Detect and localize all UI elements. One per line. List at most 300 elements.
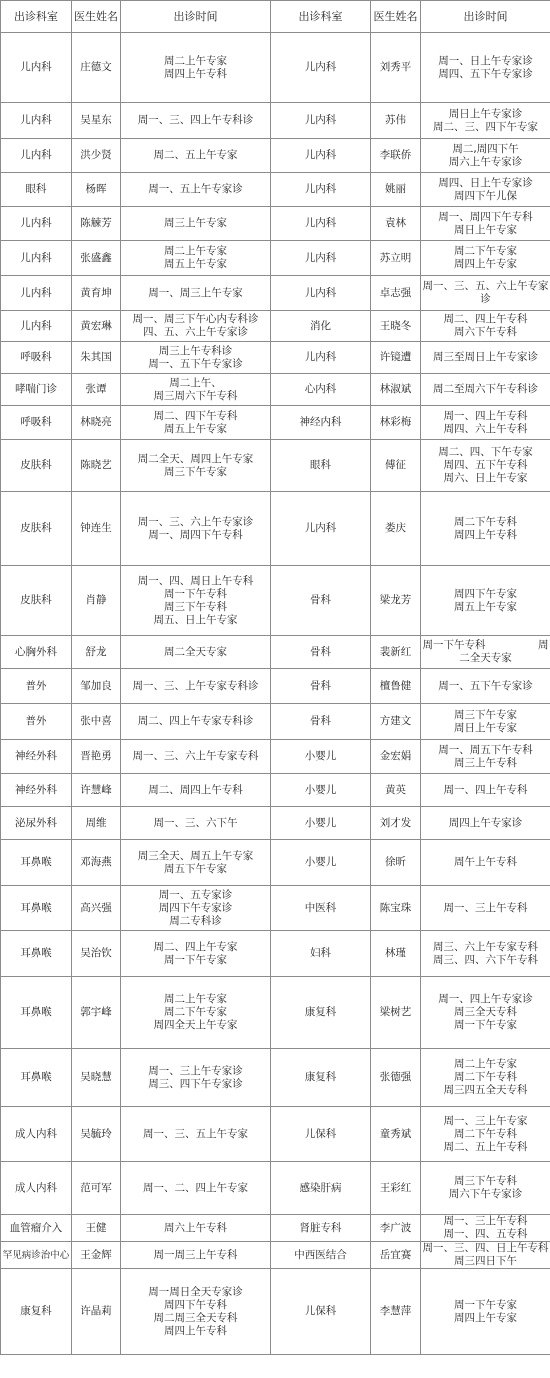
schedule-cell xyxy=(421,931,550,977)
doctor-name-cell: 张德强 xyxy=(371,1049,421,1107)
doctor-name-cell: 黄育坤 xyxy=(72,276,121,311)
schedule-cell xyxy=(121,886,271,931)
doctor-name-cell: 李联侨 xyxy=(371,139,421,173)
doctor-name-cell: 庄德文 xyxy=(72,33,121,103)
schedule-line: 周一、三、六下午 xyxy=(153,816,238,829)
schedule-line: 周一下午专家 xyxy=(454,1298,517,1311)
doctor-name-cell: 邹加良 xyxy=(72,669,121,704)
schedule-cell xyxy=(421,1215,550,1242)
schedule-line: 周六上午专家诊 xyxy=(448,155,523,168)
dept-cell: 中医科 xyxy=(271,886,371,931)
schedule-line: 周三、六上午专家专科 xyxy=(433,940,538,953)
schedule-line: 周一、四上午专科 xyxy=(443,409,528,422)
column-header: 医生姓名 xyxy=(72,1,121,33)
column-header: 出诊科室 xyxy=(271,1,371,33)
doctor-name-cell: 吴星东 xyxy=(72,103,121,139)
schedule-line: 周四下午儿保 xyxy=(454,189,517,202)
schedule-line: 周二、四上午专家专科诊 xyxy=(137,715,254,727)
schedule-cell xyxy=(421,807,550,840)
schedule-line: 周一、周四下午专科 xyxy=(438,210,533,223)
schedule-line: 周一、三、六上午专家诊 xyxy=(137,515,254,528)
schedule-line: 周二周三全天专科 xyxy=(153,1311,238,1324)
doctor-name-cell: 岳宜赛 xyxy=(371,1242,421,1269)
schedule-cell xyxy=(421,1242,550,1269)
schedule-cell xyxy=(421,704,550,740)
schedule-line: 周二上午专家 xyxy=(454,1058,517,1070)
schedule-line: 诊 xyxy=(480,293,491,305)
schedule-line: 二全天专家 xyxy=(459,652,512,664)
table-row xyxy=(1,977,550,1049)
schedule-cell xyxy=(421,740,550,774)
schedule-cell xyxy=(421,566,550,636)
schedule-line: 周二下午专科 xyxy=(454,515,517,528)
schedule-line: 周一、三、五上午专家 xyxy=(143,1127,248,1140)
table-row xyxy=(1,1215,550,1242)
schedule-line: 周四上午专家诊 xyxy=(448,816,523,829)
schedule-cell xyxy=(121,103,271,139)
dept-cell: 皮肤科 xyxy=(1,492,72,566)
dept-cell: 普外 xyxy=(1,669,72,704)
doctor-name-cell: 许慧峰 xyxy=(72,774,121,807)
schedule-cell xyxy=(421,977,550,1049)
dept-cell: 耳鼻喉 xyxy=(1,886,72,931)
table-row xyxy=(1,103,550,139)
dept-cell: 肾脏专科 xyxy=(271,1215,371,1242)
schedule-line: 周一下午专家 xyxy=(164,953,227,966)
doctor-name-cell: 吴治钦 xyxy=(72,931,121,977)
dept-cell: 骨科 xyxy=(271,566,371,636)
schedule-line: 周三下午专家 xyxy=(454,708,517,721)
schedule-line: 周六下午专家诊 xyxy=(448,1188,523,1200)
schedule-line: 周四上午专家 xyxy=(454,1311,517,1324)
dept-cell: 泌尿外科 xyxy=(1,807,72,840)
schedule-cell xyxy=(121,704,271,740)
doctor-name-cell: 许晶莉 xyxy=(72,1269,121,1355)
schedule-cell xyxy=(121,977,271,1049)
schedule-line: 周一、四、周日上午专科 xyxy=(137,574,254,587)
doctor-name-cell: 金宏娟 xyxy=(371,740,421,774)
schedule-line: 周三全天专科 xyxy=(454,1006,517,1018)
schedule-line: 周三上午专家 xyxy=(164,217,227,229)
dept-cell: 儿内科 xyxy=(271,276,371,311)
schedule-cell xyxy=(121,774,271,807)
dept-cell: 小婴儿 xyxy=(271,840,371,886)
schedule-cell xyxy=(121,207,271,241)
doctor-name-cell: 童秀斌 xyxy=(371,1107,421,1162)
schedule-line: 四、五、六上午专家诊 xyxy=(143,326,248,338)
dept-cell: 骨科 xyxy=(271,704,371,740)
doctor-name-cell: 晋艳勇 xyxy=(72,740,121,774)
doctor-name-cell: 苏伟 xyxy=(371,103,421,139)
doctor-name-cell: 林晓亮 xyxy=(72,406,121,440)
schedule-line: 周四上午专科 xyxy=(454,528,517,541)
schedule-cell xyxy=(121,566,271,636)
doctor-name-cell: 傅征 xyxy=(371,440,421,492)
schedule-line: 周四下午专科 xyxy=(164,1298,227,1311)
schedule-line: 周五上午专家 xyxy=(454,600,517,613)
doctor-name-cell: 王晓冬 xyxy=(371,311,421,342)
schedule-line: 周一、日上午专家诊 xyxy=(438,54,533,67)
schedule-line: 周五下午专家 xyxy=(164,862,227,875)
doctor-name-cell: 苏立明 xyxy=(371,241,421,276)
schedule-line: 周一、三上午专科 xyxy=(443,1215,528,1227)
schedule-line: 周一、周四下午专科 xyxy=(148,528,243,541)
schedule-line: 周二上午专家 xyxy=(164,245,227,257)
schedule-cell xyxy=(121,1242,271,1269)
doctor-name-cell: 黄宏琳 xyxy=(72,311,121,342)
dept-cell: 康复科 xyxy=(271,1049,371,1107)
schedule-cell xyxy=(121,311,271,342)
dept-cell: 康复科 xyxy=(271,977,371,1049)
schedule-line: 周四上午专科 xyxy=(164,67,227,80)
table-row xyxy=(1,886,550,931)
schedule-line: 周二下午专科 xyxy=(454,1071,517,1083)
schedule-line: 周三全天、周五上午专家 xyxy=(137,849,254,862)
schedule-line: 周一、三、上午专家专科诊 xyxy=(132,679,259,692)
doctor-name-cell: 吴晓慧 xyxy=(72,1049,121,1107)
dept-cell: 神经外科 xyxy=(1,774,72,807)
doctor-name-cell: 林淑斌 xyxy=(371,374,421,406)
table-row xyxy=(1,704,550,740)
table-row xyxy=(1,406,550,440)
schedule-cell xyxy=(421,342,550,374)
schedule-line: 周日上午专家诊 xyxy=(448,107,523,120)
schedule-line: 周午上午专科 xyxy=(454,856,517,868)
dept-cell: 儿内科 xyxy=(271,33,371,103)
schedule-line: 周四、六上午专科 xyxy=(443,422,528,435)
dept-cell: 成人内科 xyxy=(1,1107,72,1162)
dept-cell: 耳鼻喉 xyxy=(1,931,72,977)
schedule-cell xyxy=(121,492,271,566)
schedule-line: 周一、三上午专家 xyxy=(443,1114,528,1127)
schedule-line: 周一下午专科 xyxy=(164,587,227,600)
schedule-cell xyxy=(421,669,550,704)
doctor-name-cell: 姚丽 xyxy=(371,173,421,207)
schedule-cell xyxy=(421,207,550,241)
schedule-line: 周一下午专家 xyxy=(454,1019,517,1031)
doctor-name-cell: 范可军 xyxy=(72,1162,121,1215)
schedule-line: 周一、周五下午专科 xyxy=(438,743,533,756)
schedule-line: 周二、四下午专科 xyxy=(153,409,238,422)
dept-cell: 小婴儿 xyxy=(271,740,371,774)
table-row xyxy=(1,931,550,977)
dept-cell: 消化 xyxy=(271,311,371,342)
doctor-name-cell: 卓志强 xyxy=(371,276,421,311)
table-row xyxy=(1,807,550,840)
doctor-name-cell: 袁林 xyxy=(371,207,421,241)
schedule-line: 周一、三、四、日上午专科 xyxy=(422,1242,549,1254)
schedule-cell xyxy=(121,931,271,977)
doctor-name-cell: 许镜遭 xyxy=(371,342,421,374)
doctor-name-cell: 檀鲁健 xyxy=(371,669,421,704)
schedule-cell xyxy=(421,406,550,440)
schedule-cell xyxy=(421,1162,550,1215)
dept-cell: 小婴儿 xyxy=(271,774,371,807)
table-row xyxy=(1,1269,550,1355)
doctor-name-cell: 张盛鑫 xyxy=(72,241,121,276)
table-row xyxy=(1,492,550,566)
schedule-cell xyxy=(121,636,271,669)
doctor-name-cell: 肖静 xyxy=(72,566,121,636)
schedule-line: 周一、四上午专科 xyxy=(443,783,528,796)
schedule-cell xyxy=(121,440,271,492)
schedule-line: 周一、三、四上午专科诊 xyxy=(137,114,254,126)
schedule-cell xyxy=(421,103,550,139)
schedule-line: 周一、周三下午心内专科诊 xyxy=(132,313,259,325)
column-header: 出诊时间 xyxy=(421,1,550,33)
doctor-name-cell: 徐昕 xyxy=(371,840,421,886)
table-row xyxy=(1,566,550,636)
schedule-line: 周一、三、五、六上午专家 xyxy=(422,280,549,292)
dept-cell: 耳鼻喉 xyxy=(1,1049,72,1107)
schedule-line: 周一、三、六上午专家专科 xyxy=(132,750,259,762)
schedule-line: 周三周六下午专科 xyxy=(153,389,238,402)
dept-cell: 中西医结合 xyxy=(271,1242,371,1269)
header-row xyxy=(1,1,550,33)
schedule-line: 周四、五下午专科 xyxy=(443,459,528,471)
doctor-name-cell: 陈觫芳 xyxy=(72,207,121,241)
schedule-line: 周一、五下午专家诊 xyxy=(438,679,533,692)
schedule-cell xyxy=(121,1107,271,1162)
table-row xyxy=(1,139,550,173)
doctor-name-cell: 陈晓艺 xyxy=(72,440,121,492)
schedule-line: 周二,周四下午 xyxy=(452,142,519,155)
schedule-line: 周一周三上午专科 xyxy=(153,1248,238,1261)
table-row xyxy=(1,740,550,774)
dept-cell: 神经内科 xyxy=(271,406,371,440)
schedule-cell xyxy=(421,374,550,406)
schedule-cell xyxy=(121,276,271,311)
schedule-line: 周一、五上午专家诊 xyxy=(148,183,243,195)
table-row xyxy=(1,636,550,669)
dept-cell: 儿内科 xyxy=(271,103,371,139)
schedule-line: 周二、五上午专家 xyxy=(153,149,238,161)
schedule-line: 周二下午专科 xyxy=(454,1127,517,1140)
dept-cell: 成人内科 xyxy=(1,1162,72,1215)
doctor-name-cell: 娄庆 xyxy=(371,492,421,566)
table-row xyxy=(1,774,550,807)
dept-cell: 呼吸科 xyxy=(1,406,72,440)
schedule-cell xyxy=(121,173,271,207)
doctor-name-cell: 王金辉 xyxy=(72,1242,121,1269)
dept-cell: 儿内科 xyxy=(1,103,72,139)
schedule-cell xyxy=(421,1049,550,1107)
table-row xyxy=(1,276,550,311)
schedule-line: 周三上午专科 xyxy=(454,756,517,769)
dept-cell: 皮肤科 xyxy=(1,440,72,492)
table-row xyxy=(1,1242,550,1269)
dept-cell: 小婴儿 xyxy=(271,807,371,840)
table-row xyxy=(1,1049,550,1107)
dept-cell: 神经外科 xyxy=(1,740,72,774)
schedule-line: 周日上午专家 xyxy=(454,223,517,236)
schedule-line: 周日上午专家 xyxy=(454,721,517,734)
schedule-line: 周二上午专家 xyxy=(164,54,227,67)
doctor-name-cell: 周维 xyxy=(72,807,121,840)
schedule-cell xyxy=(421,1269,550,1355)
doctor-name-cell: 黄英 xyxy=(371,774,421,807)
schedule-cell xyxy=(421,440,550,492)
schedule-line: 周二全天专家 xyxy=(164,645,227,658)
schedule-line: 周六下午专科 xyxy=(454,326,517,338)
dept-cell: 耳鼻喉 xyxy=(1,977,72,1049)
schedule-line: 周三至周日上午专家诊 xyxy=(433,351,538,363)
dept-cell: 儿保科 xyxy=(271,1107,371,1162)
doctor-name-cell: 刘秀平 xyxy=(371,33,421,103)
dept-cell: 眼科 xyxy=(271,440,371,492)
dept-cell: 儿内科 xyxy=(1,139,72,173)
dept-cell: 儿内科 xyxy=(1,311,72,342)
dept-cell: 普外 xyxy=(1,704,72,740)
schedule-line: 周四上午专科 xyxy=(164,1324,227,1337)
schedule-cell xyxy=(421,1107,550,1162)
schedule-line: 周二专科诊 xyxy=(169,914,222,927)
column-header: 出诊时间 xyxy=(121,1,271,33)
doctor-name-cell: 梁树艺 xyxy=(371,977,421,1049)
schedule-line: 周二、周四上午专科 xyxy=(148,783,243,796)
schedule-cell xyxy=(421,774,550,807)
dept-cell: 皮肤科 xyxy=(1,566,72,636)
column-header: 医生姓名 xyxy=(371,1,421,33)
dept-cell: 骨科 xyxy=(271,669,371,704)
table-row xyxy=(1,241,550,276)
dept-cell: 罕见病诊治中心 xyxy=(1,1242,72,1269)
dept-cell: 儿内科 xyxy=(271,241,371,276)
schedule-cell xyxy=(121,1049,271,1107)
table-body xyxy=(1,33,550,1355)
doctor-name-cell: 裴新红 xyxy=(371,636,421,669)
schedule-line: 周一下午专科 周 xyxy=(422,639,549,651)
schedule-line: 周四下午专家诊 xyxy=(158,901,233,914)
doctor-name-cell: 林彩梅 xyxy=(371,406,421,440)
schedule-cell xyxy=(421,276,550,311)
schedule-line: 周二全天、周四上午专家 xyxy=(137,452,254,465)
dept-cell: 心胸外科 xyxy=(1,636,72,669)
dept-cell: 心内科 xyxy=(271,374,371,406)
schedule-cell xyxy=(421,173,550,207)
schedule-cell xyxy=(121,139,271,173)
schedule-line: 周一、四上午专家诊 xyxy=(438,993,533,1005)
doctor-name-cell: 李慧萍 xyxy=(371,1269,421,1355)
doctor-name-cell: 张谭 xyxy=(72,374,121,406)
table-row xyxy=(1,440,550,492)
doctor-name-cell: 高兴强 xyxy=(72,886,121,931)
dept-cell: 儿内科 xyxy=(1,241,72,276)
schedule-line: 周三下午专家 xyxy=(164,465,227,478)
table-row xyxy=(1,311,550,342)
doctor-name-cell: 洪少贤 xyxy=(72,139,121,173)
schedule-cell xyxy=(121,374,271,406)
doctor-name-cell: 林瑾 xyxy=(371,931,421,977)
table-row xyxy=(1,173,550,207)
doctor-name-cell: 陈宝珠 xyxy=(371,886,421,931)
doctor-name-cell: 王健 xyxy=(72,1215,121,1242)
schedule-line: 周二、三、四下午专家 xyxy=(433,120,538,133)
dept-cell: 儿内科 xyxy=(1,207,72,241)
doctor-name-cell: 舒龙 xyxy=(72,636,121,669)
schedule-line: 周一、周三上午专家 xyxy=(148,286,243,299)
schedule-line: 周三四五全天专科 xyxy=(443,1084,528,1096)
schedule-cell xyxy=(421,33,550,103)
schedule-cell xyxy=(121,740,271,774)
doctor-name-cell: 朱其国 xyxy=(72,342,121,374)
schedule-cell xyxy=(421,636,550,669)
dept-cell: 骨科 xyxy=(271,636,371,669)
schedule-line: 周二上午专家 xyxy=(164,993,227,1005)
column-header: 出诊科室 xyxy=(1,1,72,33)
schedule-cell xyxy=(121,840,271,886)
schedule-line: 周一周日全天专家诊 xyxy=(148,1285,243,1298)
doctor-name-cell: 钟连生 xyxy=(72,492,121,566)
doctor-name-cell: 吴毓玲 xyxy=(72,1107,121,1162)
schedule-line: 周三下午专科 xyxy=(454,1175,517,1187)
doctor-name-cell: 李广波 xyxy=(371,1215,421,1242)
dept-cell: 儿内科 xyxy=(271,173,371,207)
schedule-line: 周四上午专家 xyxy=(454,258,517,270)
doctor-name-cell: 邓海燕 xyxy=(72,840,121,886)
schedule-line: 周二至周六下午专科诊 xyxy=(433,383,538,395)
schedule-line: 周二下午专家 xyxy=(454,245,517,257)
schedule-line: 周六上午专科 xyxy=(164,1221,227,1234)
dept-cell: 眼科 xyxy=(1,173,72,207)
doctor-name-cell: 梁龙芳 xyxy=(371,566,421,636)
doctor-name-cell: 王彩红 xyxy=(371,1162,421,1215)
schedule-cell xyxy=(121,241,271,276)
schedule-line: 周四全天上午专家 xyxy=(153,1019,238,1031)
dept-cell: 儿保科 xyxy=(271,1269,371,1355)
schedule-line: 周三上午专科诊 xyxy=(158,344,233,357)
schedule-cell xyxy=(421,139,550,173)
schedule-line: 周一、四、五专科 xyxy=(443,1228,528,1240)
schedule-cell xyxy=(421,311,550,342)
schedule-line: 周二上午、 xyxy=(169,376,222,389)
schedule-line: 周六、日上午专家 xyxy=(443,472,528,484)
doctor-name-cell: 张中喜 xyxy=(72,704,121,740)
schedule-line: 周一、五下午专家诊 xyxy=(148,357,243,370)
dept-cell: 儿内科 xyxy=(1,276,72,311)
schedule-line: 周二、四上午专科 xyxy=(443,313,528,325)
table-row xyxy=(1,669,550,704)
schedule-line: 周一、三上午专科 xyxy=(443,901,528,914)
dept-cell: 呼吸科 xyxy=(1,342,72,374)
doctor-name-cell: 杨晖 xyxy=(72,173,121,207)
schedule-cell xyxy=(121,1162,271,1215)
doctor-name-cell: 刘才发 xyxy=(371,807,421,840)
schedule-cell xyxy=(421,492,550,566)
schedule-cell xyxy=(121,342,271,374)
schedule-line: 周一、二、四上午专家 xyxy=(143,1181,248,1194)
schedule-line: 周三四日下午 xyxy=(454,1255,517,1267)
dept-cell: 儿内科 xyxy=(271,342,371,374)
dept-cell: 儿内科 xyxy=(271,139,371,173)
dept-cell: 康复科 xyxy=(1,1269,72,1355)
doctor-name-cell: 方建文 xyxy=(371,704,421,740)
schedule-line: 周四、五下午专家诊 xyxy=(438,67,533,80)
schedule-cell xyxy=(121,406,271,440)
schedule-line: 周二、五上午专科 xyxy=(443,1140,528,1153)
schedule-line: 周四、日上午专家诊 xyxy=(438,176,533,189)
doctor-name-cell: 郭宇峰 xyxy=(72,977,121,1049)
dept-cell: 儿内科 xyxy=(271,492,371,566)
schedule-line: 周二下午专家 xyxy=(164,1006,227,1018)
schedule-line: 周五上午专家 xyxy=(164,258,227,270)
dept-cell: 血管瘤介入 xyxy=(1,1215,72,1242)
schedule-line: 周三、四下午专家诊 xyxy=(148,1077,243,1090)
schedule-line: 周一、三上午专家诊 xyxy=(148,1064,243,1077)
schedule-cell xyxy=(121,33,271,103)
schedule-line: 周二、四上午专家 xyxy=(153,940,238,953)
dept-cell: 儿内科 xyxy=(1,33,72,103)
